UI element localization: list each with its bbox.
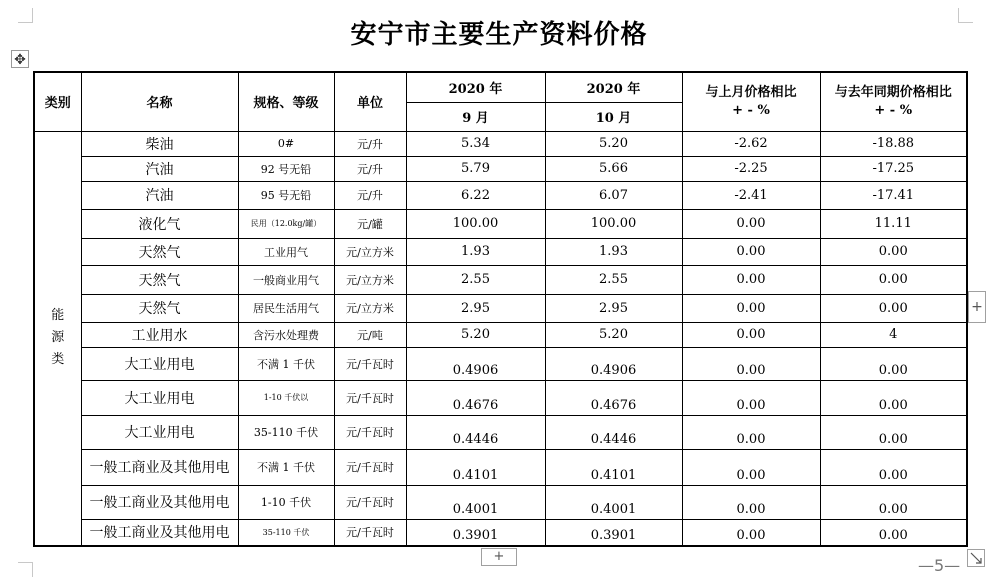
add-row-button[interactable]: + <box>481 548 517 566</box>
cell-oct-price: 1.93 <box>545 238 682 265</box>
category-char: 能 <box>51 308 65 324</box>
cell-name: 汽油 <box>81 156 238 181</box>
cell-yoy-change: 11.11 <box>820 209 967 238</box>
cell-mom-change: 0.00 <box>682 209 820 238</box>
header-spec: 规格、等级 <box>238 72 334 131</box>
table-row <box>34 156 967 181</box>
cell-yoy-change: 0.00 <box>820 380 967 415</box>
header-col2-month: 10 月 <box>545 102 682 131</box>
cell-sep-price: 5.79 <box>406 156 545 181</box>
cell-sep-price: 2.95 <box>406 294 545 322</box>
cell-unit: 元/升 <box>334 156 406 181</box>
cell-yoy-change: -17.41 <box>820 181 967 209</box>
header-unit: 单位 <box>334 72 406 131</box>
cell-mom-change: -2.41 <box>682 181 820 209</box>
cell-spec: 一般商业用气 <box>238 265 334 294</box>
cell-spec: 35-110 千伏 <box>238 519 334 546</box>
cell-mom-change: 0.00 <box>682 415 820 449</box>
page-number: —5— <box>918 556 961 575</box>
cell-unit: 元/千瓦时 <box>334 415 406 449</box>
cell-unit: 元/罐 <box>334 209 406 238</box>
cell-oct-price: 0.4446 <box>545 415 682 449</box>
cell-spec: 工业用气 <box>238 238 334 265</box>
cell-oct-price: 5.20 <box>545 322 682 347</box>
table-row <box>34 519 967 546</box>
cell-sep-price: 0.4001 <box>406 485 545 519</box>
cell-yoy-change: 0.00 <box>820 519 967 546</box>
header-name: 名称 <box>81 72 238 131</box>
cell-spec: 95 号无铅 <box>238 181 334 209</box>
cell-yoy-change: 0.00 <box>820 294 967 322</box>
add-column-button[interactable]: + <box>968 291 986 323</box>
cell-sep-price: 0.4906 <box>406 347 545 380</box>
table-row <box>34 131 967 156</box>
header-mom <box>682 72 820 131</box>
cell-unit: 元/立方米 <box>334 294 406 322</box>
table-row <box>34 322 967 347</box>
header-row <box>34 72 967 102</box>
cell-unit: 元/千瓦时 <box>334 519 406 546</box>
table-row <box>34 449 967 485</box>
cell-oct-price: 0.4001 <box>545 485 682 519</box>
header-mom-line1: 与上月价格相比 <box>705 84 797 100</box>
cell-name: 天然气 <box>81 265 238 294</box>
header-yoy-line2: + - % <box>874 102 913 118</box>
cell-mom-change: 0.00 <box>682 265 820 294</box>
cell-name: 大工业用电 <box>81 380 238 415</box>
table-row <box>34 265 967 294</box>
cell-sep-price: 2.55 <box>406 265 545 294</box>
cell-unit: 元/千瓦时 <box>334 347 406 380</box>
cell-spec: 1-10 千伏以 <box>238 380 334 415</box>
cell-oct-price: 0.3901 <box>545 519 682 546</box>
cell-name: 柴油 <box>81 131 238 156</box>
cell-spec: 0# <box>238 131 334 156</box>
cell-yoy-change: -18.88 <box>820 131 967 156</box>
cell-name: 天然气 <box>81 238 238 265</box>
header-col1-month: 9 月 <box>406 102 545 131</box>
header-col2-year: 2020 年 <box>545 72 682 102</box>
cell-oct-price: 100.00 <box>545 209 682 238</box>
category-char: 类 <box>51 352 65 368</box>
cell-mom-change: 0.00 <box>682 294 820 322</box>
cell-spec: 含污水处理费 <box>238 322 334 347</box>
category-char: 源 <box>51 330 65 346</box>
cell-mom-change: 0.00 <box>682 322 820 347</box>
table-row <box>34 380 967 415</box>
cell-unit: 元/升 <box>334 131 406 156</box>
cell-unit: 元/吨 <box>334 322 406 347</box>
table-row <box>34 415 967 449</box>
cell-mom-change: 0.00 <box>682 380 820 415</box>
cell-spec: 民用（12.0kg/罐） <box>238 209 334 238</box>
header-yoy <box>820 72 967 131</box>
cell-yoy-change: -17.25 <box>820 156 967 181</box>
cell-unit: 元/千瓦时 <box>334 449 406 485</box>
cell-spec: 不满 1 千伏 <box>238 347 334 380</box>
cell-mom-change: 0.00 <box>682 519 820 546</box>
table-row <box>34 347 967 380</box>
cell-sep-price: 0.3901 <box>406 519 545 546</box>
header-col1-year: 2020 年 <box>406 72 545 102</box>
table-move-handle-icon[interactable]: ✥ <box>11 50 29 68</box>
cell-mom-change: 0.00 <box>682 485 820 519</box>
header-yoy-line1: 与去年同期价格相比 <box>834 84 952 100</box>
cell-yoy-change: 0.00 <box>820 415 967 449</box>
table-row <box>34 209 967 238</box>
table-row <box>34 238 967 265</box>
header-category: 类别 <box>34 72 81 131</box>
cell-name: 大工业用电 <box>81 415 238 449</box>
cell-sep-price: 100.00 <box>406 209 545 238</box>
cell-mom-change: -2.25 <box>682 156 820 181</box>
cell-oct-price: 0.4906 <box>545 347 682 380</box>
cell-sep-price: 5.20 <box>406 322 545 347</box>
cell-sep-price: 1.93 <box>406 238 545 265</box>
document-title: 安宁市主要生产资料价格 <box>350 20 648 50</box>
cell-oct-price: 0.4101 <box>545 449 682 485</box>
table-row <box>34 485 967 519</box>
cell-mom-change: -2.62 <box>682 131 820 156</box>
cell-name: 工业用水 <box>81 322 238 347</box>
cell-mom-change: 0.00 <box>682 347 820 380</box>
table-row <box>34 181 967 209</box>
cell-unit: 元/立方米 <box>334 265 406 294</box>
cell-spec: 1-10 千伏 <box>238 485 334 519</box>
table-row <box>34 294 967 322</box>
category-cell <box>34 131 81 546</box>
cell-yoy-change: 0.00 <box>820 449 967 485</box>
cell-unit: 元/升 <box>334 181 406 209</box>
cell-name: 液化气 <box>81 209 238 238</box>
cell-oct-price: 6.07 <box>545 181 682 209</box>
cell-name: 天然气 <box>81 294 238 322</box>
cell-spec: 居民生活用气 <box>238 294 334 322</box>
cell-yoy-change: 0.00 <box>820 347 967 380</box>
cell-oct-price: 2.55 <box>545 265 682 294</box>
cell-sep-price: 6.22 <box>406 181 545 209</box>
cell-name: 一般工商业及其他用电 <box>81 485 238 519</box>
cell-mom-change: 0.00 <box>682 449 820 485</box>
cell-unit: 元/千瓦时 <box>334 485 406 519</box>
table-resize-icon[interactable] <box>967 549 985 567</box>
cell-oct-price: 5.66 <box>545 156 682 181</box>
cell-name: 大工业用电 <box>81 347 238 380</box>
cell-yoy-change: 4 <box>820 322 967 347</box>
cell-sep-price: 0.4101 <box>406 449 545 485</box>
cell-name: 一般工商业及其他用电 <box>81 449 238 485</box>
cell-spec: 92 号无铅 <box>238 156 334 181</box>
cell-yoy-change: 0.00 <box>820 238 967 265</box>
cell-name: 一般工商业及其他用电 <box>81 519 238 546</box>
cell-sep-price: 5.34 <box>406 131 545 156</box>
cell-spec: 35-110 千伏 <box>238 415 334 449</box>
page-corner-mark-bottom-left <box>18 562 33 577</box>
cell-sep-price: 0.4446 <box>406 415 545 449</box>
cell-sep-price: 0.4676 <box>406 380 545 415</box>
price-table <box>33 71 968 547</box>
cell-unit: 元/立方米 <box>334 238 406 265</box>
cell-mom-change: 0.00 <box>682 238 820 265</box>
header-mom-line2: + - % <box>732 102 770 118</box>
cell-yoy-change: 0.00 <box>820 485 967 519</box>
cell-spec: 不满 1 千伏 <box>238 449 334 485</box>
cell-unit: 元/千瓦时 <box>334 380 406 415</box>
cell-name: 汽油 <box>81 181 238 209</box>
cell-yoy-change: 0.00 <box>820 265 967 294</box>
cell-oct-price: 5.20 <box>545 131 682 156</box>
cell-oct-price: 2.95 <box>545 294 682 322</box>
cell-oct-price: 0.4676 <box>545 380 682 415</box>
